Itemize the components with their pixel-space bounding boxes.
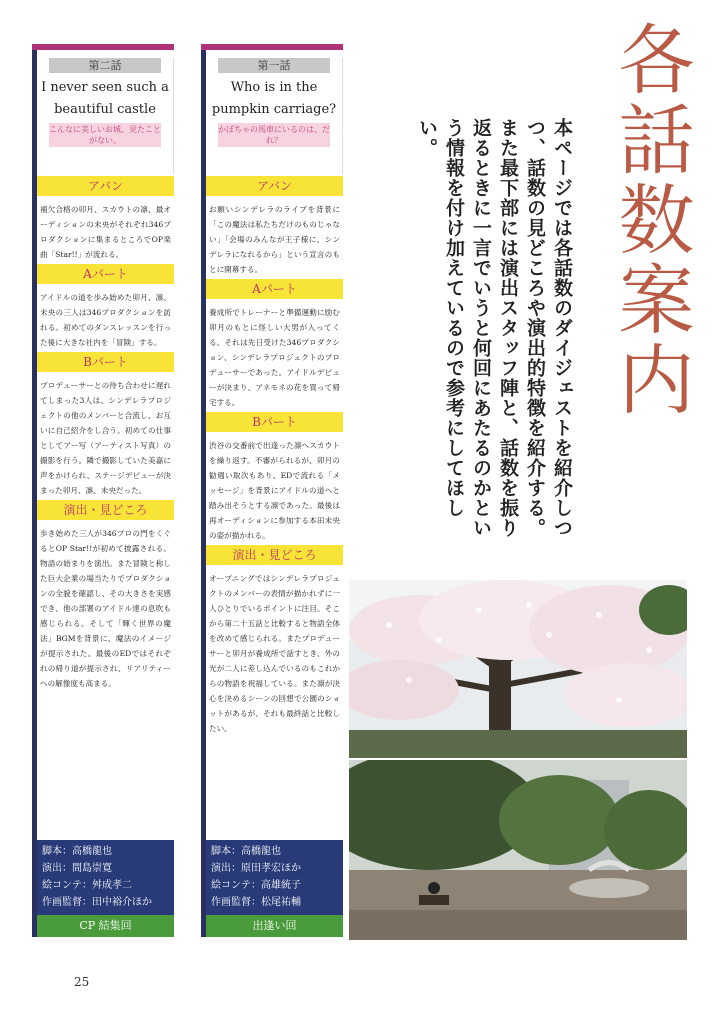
episode-summary-footer: 出逢い回 <box>206 915 343 937</box>
section-text: お願いシンデレラのライブを背景に「この魔法は私たちだけのものじゃない」「会場のみんなが王子様に、シンデレラになれるから」という宣言のもとに開幕する。 <box>209 205 340 274</box>
page-number: 25 <box>74 975 90 989</box>
episode-tag: 第一話 <box>218 58 330 73</box>
episode-1-column <box>201 44 343 937</box>
section-text: オープニングではシンデレラプロジェクトのメンバーの表情が描かれずに一人ひとりでいるポイントに注目。そこから第二十五話と比較すると物語全体を改めて感じられる。またプロデューサーと卯月が養成所で話すとき、外の光が二人に差し込んでいるのもこれからの物語を祝福している。また凛が決心を決めるシーンの回想で公園のショットがあるが、それも最終話と比較したい。 <box>209 574 340 733</box>
section-heading: Bパート <box>206 412 343 432</box>
section-heading: アバン <box>206 176 343 196</box>
episode-header <box>37 58 174 174</box>
section-text: アイドルの道を歩み始めた卯月、凛、未央の三人は346プロダクションを訪れる。初めてのダンスレッスンを行った後に大きな社内を「冒険」する。 <box>40 293 171 347</box>
section-text: 渋谷の交番前で出逢った凛へスカウトを繰り返す。不審がられるが、卯月の勧週い取次もあり、EDで流れる「メッセージ」を背景にアイドルの道へと踏み出そうとする凛であった。最後は再オーディションに参加する本田未央の姿が描かれる。 <box>209 441 340 540</box>
park-photo <box>349 760 687 940</box>
intro-text: 本ページでは各話数のダイジェストを紹介しつつ、話数の見どころや演出的特徴を紹介する。また最下部には演出スタッフ陣と、話数を振り返るときに一言でいうと何回にあたるのかという情報を付け加えているので参考にしてほしい。 <box>416 118 573 538</box>
credit-line: 演出：間島崇寛 <box>42 863 112 874</box>
episode-header <box>206 58 343 174</box>
page-title: 各話数案内 <box>606 20 695 420</box>
episode-title-jp: こんなに美しいお城、見たことがない。 <box>49 125 161 145</box>
staff-credits <box>37 840 174 915</box>
section-text: 歩き始めた三人が346プロの門をくぐるとOP Star!!が初めて披露される。物語の始まりを演出。また冒険と称した巨大企業の場当たりでプロダクションの全貌を確認し、その大きさを実感でき、他の部署のアイドル達の息吹も感じられる。そして「輝く世界の魔法」BGMを背景に、魔法のイメージが提示された。最後のEDではそれぞれの帰り道が提示され、リアリティーへの解像度も高まる。 <box>40 529 171 688</box>
section-text: 補欠合格の卯月、スカウトの凛、最オーディションの未央がそれぞれ346プロダクションに集まるところでOP楽曲「Star!!」が流れる。 <box>40 205 171 259</box>
episode-title-en: I never seen such a beautiful castle <box>41 80 169 117</box>
column-top-bar <box>32 44 174 50</box>
credit-line: 作画監督：松尾祐輔 <box>211 897 301 908</box>
column-top-bar <box>201 44 343 50</box>
section-text: プロデューサーとの待ち合わせに遅れてしまった3人は、シンデレラプロジェクトの他のメンバーと合流し、お互いに自己紹介をし合う。初めての仕事としてアー写（アーティスト写真）の撮影を行う。隣で撮影していた美嘉に声をかけられ、ステージデビューが決まった卯月、凛、未央だった。 <box>40 381 171 495</box>
staff-credits <box>206 840 343 915</box>
credit-line: 脚本：高橋龍也 <box>42 846 112 857</box>
credit-line: 演出：原田孝宏ほか <box>211 863 301 874</box>
cherry-blossom-photo <box>349 580 687 758</box>
episode-summary-footer: CP 結集回 <box>37 915 174 937</box>
section-heading: 演出・見どころ <box>37 500 174 520</box>
section-text: 養成所でトレーナーと準備運動に励む卯月のもとに怪しい大男が入ってくる。それは先日受けた346プロダクション、シンデレラプロジェクトのプロデューサーであった。アイドルデビューが決まり、アネモネの花を買って帰宅する。 <box>209 308 340 407</box>
credit-line: 脚本：高橋龍也 <box>211 846 281 857</box>
section-heading: アバン <box>37 176 174 196</box>
credit-line: 絵コンテ：高雄統子 <box>211 880 301 891</box>
section-heading: Bパート <box>37 352 174 372</box>
episode-title-en: Who is in the pumpkin carriage? <box>211 80 337 117</box>
section-heading: 演出・見どころ <box>206 545 343 565</box>
credit-line: 作画監督：田中裕介ほか <box>42 897 152 908</box>
section-heading: Aパート <box>37 264 174 284</box>
episode-2-column <box>32 44 174 937</box>
episode-title-jp: かぼちゃの馬車にいるのは、だれ？ <box>218 125 330 145</box>
episode-tag: 第二話 <box>49 58 161 73</box>
section-heading: Aパート <box>206 279 343 299</box>
credit-line: 絵コンテ：舛成孝二 <box>42 880 132 891</box>
